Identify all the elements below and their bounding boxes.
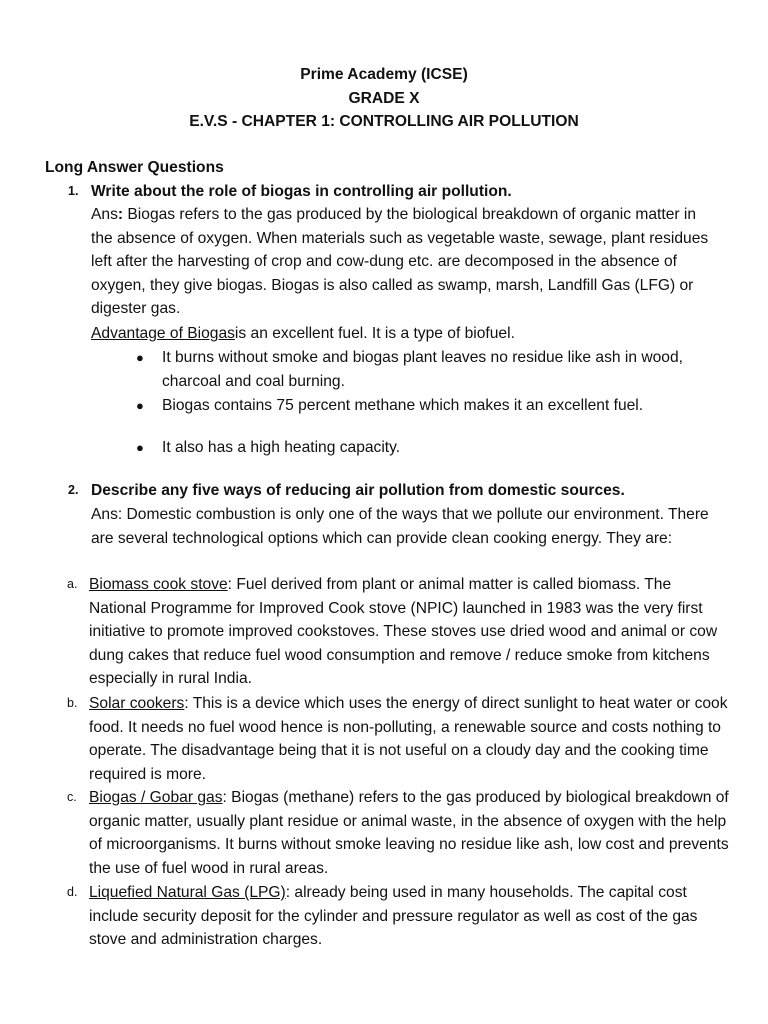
answer-label: Ans <box>91 206 118 223</box>
bullet-icon: ● <box>136 398 144 413</box>
item-label: Liquefied Natural Gas (LPG) <box>89 884 286 901</box>
advantage-label: Advantage of Biogas <box>91 325 235 342</box>
section-title: Long Answer Questions <box>45 159 224 176</box>
question-number: 2. <box>68 483 79 497</box>
item-text: : already being used in many households. The capital cost include security deposit for the cylinder and pressure regulator as well as cost of the gas stove and administration charges. <box>89 884 698 948</box>
question-text: Write about the role of biogas in controlling air pollution. <box>91 183 512 200</box>
list-marker: c. <box>67 790 77 804</box>
bullet-icon: ● <box>136 350 144 365</box>
item-label: Biogas / Gobar gas <box>89 789 223 806</box>
answer-text: Biogas refers to the gas produced by the biological breakdown of organic matter in the absence of oxygen. When materials such as vegetable waste, sewage, plant residues left after the harvesting of crop and cow-dung etc. are decomposed in the absence of oxygen, they give biogas. Biogas is also called as swamp, marsh, Landfill Gas (LFG) or digester gas. <box>91 206 709 317</box>
bullet-icon: ● <box>136 440 144 455</box>
item-label: Solar cookers <box>89 695 185 712</box>
bullet-text: It also has a high heating capacity. <box>162 439 401 456</box>
item-text: : Fuel derived from plant or animal matter is called biomass. The National Programme for Improved Cook stove (NPIC) launched in 1983 was the very first initiative to promote improved cookstoves. These stoves use dried wood and animal or cow dung cakes that reduce fuel wood consumption and remove / reduce smoke from kitchens especially in rural India. <box>89 576 718 687</box>
item-text: : Biogas (methane) refers to the gas produced by biological breakdown of organic matter, usually plant residue or animal waste, in the absence of oxygen with the help of microorganisms. It burns without smoke leaving no residue like ash, low cost and prevents the use of fuel wood in rural areas. <box>89 789 729 877</box>
item-label: Biomass cook stove <box>89 576 228 593</box>
advantage-text: is an excellent fuel. It is a type of biofuel. <box>234 325 515 342</box>
bullet-text: Biogas contains 75 percent methane which makes it an excellent fuel. <box>162 397 644 414</box>
item-text: : This is a device which uses the energy of direct sunlight to heat water or cook food. It needs no fuel wood hence is non-polluting, a renewable source and costs nothing to operate. The disadvantage being that it is not useful on a cloudy day and the cooking time required is more. <box>89 695 728 783</box>
list-marker: d. <box>67 885 78 899</box>
chapter-title: E.V.S - CHAPTER 1: CONTROLLING AIR POLLUTION <box>189 113 579 130</box>
question-text: Describe any five ways of reducing air pollution from domestic sources. <box>91 482 625 499</box>
answer-text: Ans: Domestic combustion is only one of the ways that we pollute our environment. There are several technological options which can provide clean cooking energy. They are: <box>91 506 709 547</box>
answer-colon: : <box>117 206 124 223</box>
answer-1 <box>91 203 721 321</box>
list-marker: a. <box>67 577 78 591</box>
advantage-line <box>91 322 721 346</box>
list-marker: b. <box>67 696 78 710</box>
answer-2 <box>91 503 721 550</box>
bullet-text: It burns without smoke and biogas plant leaves no residue like ash in wood, charcoal and coal burning. <box>162 349 683 390</box>
question-number: 1. <box>68 184 79 198</box>
document-header <box>0 63 768 134</box>
grade-label: GRADE X <box>348 89 420 107</box>
school-name: Prime Academy (ICSE) <box>300 66 468 83</box>
